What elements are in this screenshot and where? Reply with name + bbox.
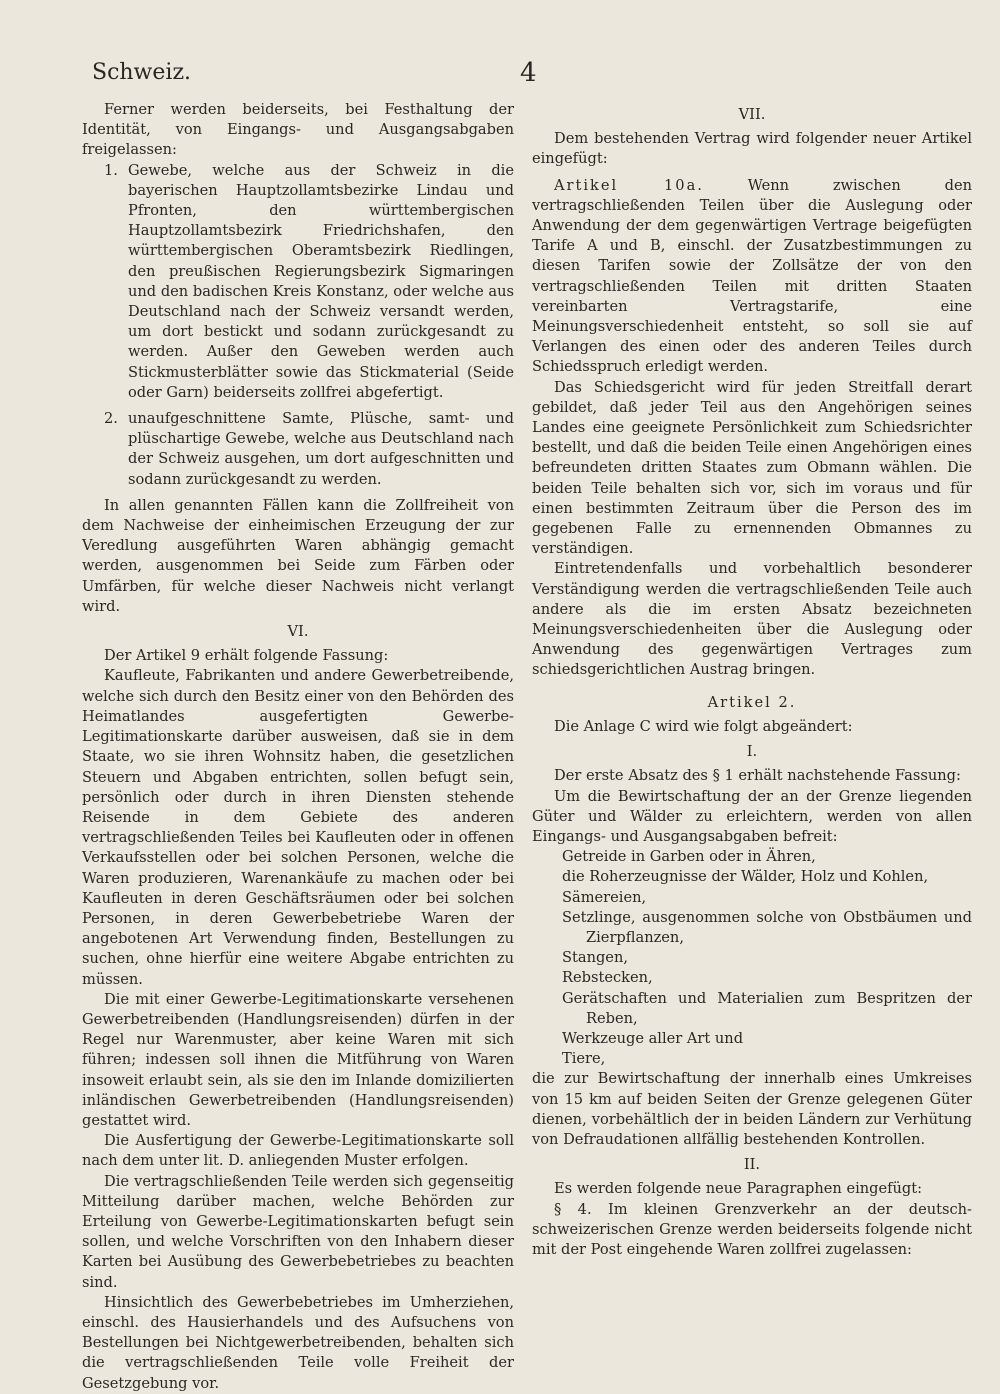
- section-heading: VI.: [287, 623, 309, 641]
- paragraph-section-4: [532, 1200, 972, 1261]
- paragraph: Dem bestehenden Vertrag wird folgender neuer Artikel eingefügt:: [532, 130, 972, 168]
- list-item: [104, 409, 514, 490]
- paragraph: Die Ausfertigung der Gewerbe-Legitimationskarte soll nach dem unter lit. D. anliegenden Muster erfolgen.: [82, 1132, 514, 1170]
- list-item: Rebstecken,: [562, 969, 653, 987]
- goods-list: [532, 847, 972, 1069]
- paragraph: Die vertragschließenden Teile werden sich gegenseitig Mitteilung darüber machen, welche Behörden zur Erteilung von Gewerbe-Legitimationskarten befugt sein sollen, und welche Vorschriften von den Inhabern dieser Karten bei Ausübung des Gewerbebetriebes zu beachten sind.: [82, 1172, 514, 1291]
- intro-paragraph: Ferner werden beiderseits, bei Festhaltung der Identität, von Eingangs- und Ausgangsabgaben freigelassen:: [82, 101, 514, 159]
- article-heading: Artikel 2.: [707, 693, 797, 711]
- article-text: Wenn zwischen den vertragschließenden Teilen über die Auslegung oder Anwendung der dem gegenwärtigen Vertrage beigefügten Tarife A und B, einschl. der Zusatzbestimmungen zu diesen Tarifen sowie der Zollsätze der von den vertragschließenden Teilen mit dritten Staaten vereinbarten Vertragstarife, eine Meinungsverschiedenheit entsteht, so soll sie auf Verlangen des einen oder des anderen Teiles durch Schiedsspruch erledigt werden.: [532, 176, 972, 376]
- list-item: Werkzeuge aller Art und: [562, 1029, 744, 1047]
- paragraph: Die mit einer Gewerbe-Legitimationskarte versehenen Gewerbetreibenden (Handlungsreisenden) dürfen in der Regel nur Warenmuster, aber keine Waren mit sich führen; indessen soll ihnen die Mitführung von Waren insoweit erlaubt sein, als sie den im Inlande domizilierten inländischen Gewerbetreibenden (Handlungsreisenden) gestattet wird.: [82, 990, 514, 1129]
- list-item: Gerätschaften und Materialien zum Bespritzen der Reben,: [562, 989, 972, 1027]
- paragraph: Es werden folgende neue Paragraphen eingefügt:: [554, 1180, 923, 1198]
- list-item: Tiere,: [562, 1050, 606, 1068]
- item-text: Gewebe, welche aus der Schweiz in die bayerischen Hauptzollamtsbezirke Lindau und Pfronten, den württembergischen Hauptzollamtsbezirk Friedrichshafen, den württembergischen Oberamtsbezirk Riedlingen, den preußischen Regierungsbezirk Sigmaringen und den badischen Kreis Konstanz, oder welche aus Deutschland nach der Schweiz versandt werden, um dort bestickt und sodann zurückgesandt zu werden. Außer den Geweben werden auch Stickmusterblätter sowie das Stickmaterial (Seide oder Garn) beiderseits zollfrei abgefertigt.: [128, 161, 514, 401]
- list-item: Stangen,: [562, 949, 628, 967]
- page-number: 4: [520, 58, 537, 88]
- list-item: [104, 161, 514, 403]
- paragraph: Das Schiedsgericht wird für jeden Streitfall derart gebildet, daß jeder Teil aus den Angehörigen seines Landes eine geeignete Persönlichkeit zum Schiedsrichter bestellt, und daß die beiden Teile einen Angehörigen eines befreundeten dritten Staates zum Obmann wählen. Die beiden Teile behalten sich vor, sich im voraus und für einen bestimmten Zeitraum über die Person des im gegebenen Falle zu ernennenden Obmannes zu verständigen.: [532, 378, 972, 558]
- paragraph: Hinsichtlich des Gewerbebetriebes im Umherziehen, einschl. des Hausierhandels und des Aufsuchens von Bestellungen bei Nichtgewerbetreibenden, behalten sich die vertragschließenden Teile volle Freiheit der Gesetzgebung vor.: [82, 1293, 514, 1392]
- paragraph: Um die Bewirtschaftung der an der Grenze liegenden Güter und Wälder zu erleichtern, werden von allen Eingangs- und Ausgangsabgaben befreit:: [532, 787, 972, 845]
- section-heading: I.: [746, 743, 758, 761]
- list-item: Sämereien,: [562, 888, 647, 906]
- list-item: die Roherzeugnisse der Wälder, Holz und Kohlen,: [562, 868, 929, 886]
- item-number: 1.: [104, 161, 118, 179]
- paragraph: Die Anlage C wird wie folgt abgeändert:: [554, 717, 853, 735]
- article-label: Artikel 10a.: [554, 176, 704, 194]
- paragraph-text: Im kleinen Grenzverkehr an der deutsch-schweizerischen Grenze werden beiderseits folgende nicht mit der Post eingehende Waren zollfrei zugelassen:: [532, 1200, 972, 1258]
- running-header: Schweiz.: [92, 60, 192, 85]
- paragraph: Kaufleute, Fabrikanten und andere Gewerbetreibende, welche sich durch den Besitz einer von den Behörden des Heimatlandes ausgefertigten Gewerbe-Legitimationskarte darüber ausweisen, daß sie in dem Staate, wo sie ihren Wohnsitz haben, die gesetzlichen Steuern und Abgaben entrichten, sollen befugt sein, persönlich oder durch in ihren Diensten stehende Reisende in dem Gebiete des anderen vertragschließenden Teiles bei Kaufleuten oder in offenen Verkaufsstellen oder bei solchen Personen, welche die Waren produzieren, Warenankäufe zu machen oder bei Kaufleuten in deren Geschäftsräumen oder bei solchen Personen, in deren Gewerbebetriebe Waren der angebotenen Art Verwendung finden, Bestellungen zu suchen, ohne hierfür eine weitere Abgabe entrichten zu müssen.: [82, 667, 514, 988]
- paragraph: Eintretendenfalls und vorbehaltlich besonderer Verständigung werden die vertragschließenden Teile auch andere als die im ersten Absatz bezeichneten Meinungsverschiedenheiten über die Auslegung oder Anwendung des gegenwärtigen Vertrages zum schiedsgerichtlichen Austrag bringen.: [532, 560, 972, 679]
- list-item: Setzlinge, ausgenommen solche von Obstbäumen und Zierpflanzen,: [562, 908, 972, 946]
- article-paragraph: [532, 176, 972, 378]
- section-heading: II.: [743, 1156, 761, 1174]
- paragraph: die zur Bewirtschaftung der innerhalb eines Umkreises von 15 km auf beiden Seiten der Grenze gelegenen Güter dienen, vorbehältlich der in beiden Ländern zur Verhütung von Defraudationen allfällig bestehenden Kontrollen.: [532, 1070, 972, 1148]
- paragraph: Der erste Absatz des § 1 erhält nachstehende Fassung:: [554, 767, 961, 785]
- paragraph: In allen genannten Fällen kann die Zollfreiheit von dem Nachweise der einheimischen Erzeugung der zur Veredlung ausgeführten Waren abhängig gemacht werden, ausgenommen bei Seide zum Färben oder Umfärben, für welche dieser Nachweis nicht verlangt wird.: [82, 496, 514, 615]
- paragraph-label: § 4.: [554, 1200, 592, 1218]
- list-item: Getreide in Garben oder in Ähren,: [562, 848, 816, 866]
- item-text: unaufgeschnittene Samte, Plüsche, samt- und plüschartige Gewebe, welche aus Deutschland nach der Schweiz ausgehen, um dort aufgeschnitten und sodann zurückgesandt zu werden.: [128, 410, 514, 488]
- item-number: 2.: [104, 410, 118, 428]
- section-heading: VII.: [738, 106, 766, 123]
- paragraph: Der Artikel 9 erhält folgende Fassung:: [104, 647, 389, 665]
- right-column: [532, 100, 972, 1260]
- left-column: [82, 100, 514, 1394]
